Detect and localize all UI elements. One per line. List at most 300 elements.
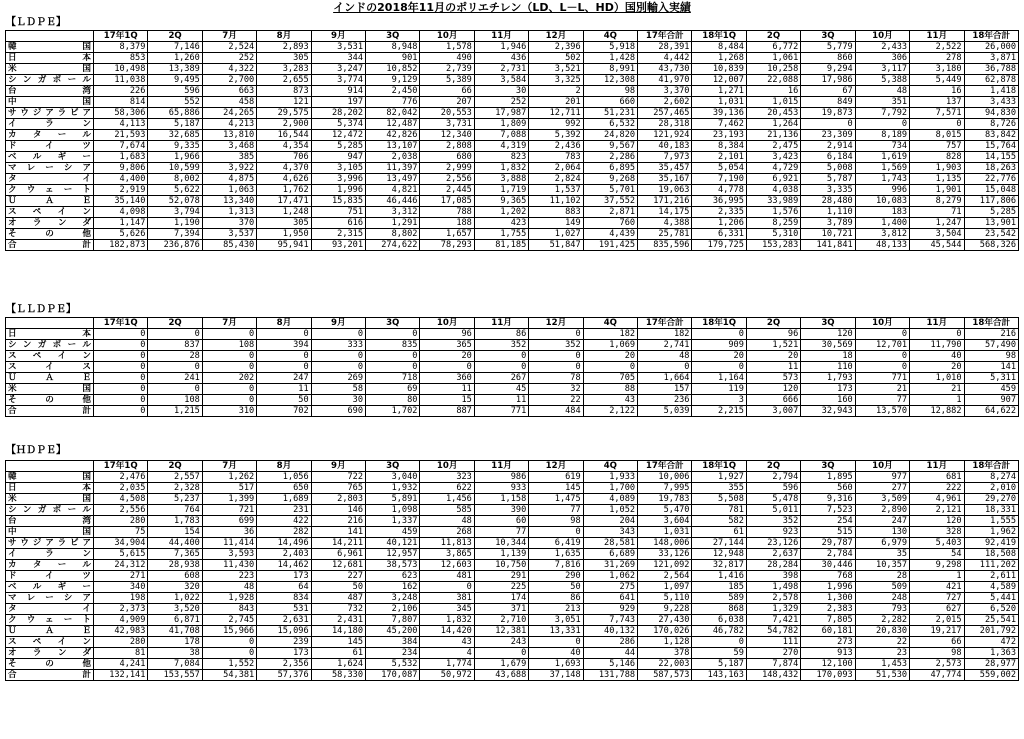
header-row: [6, 31, 1019, 42]
column-header: 12月: [529, 461, 583, 472]
value-cell: 305: [257, 218, 311, 229]
value-cell: 344: [311, 53, 365, 64]
value-cell: 2,710: [474, 615, 528, 626]
value-cell: 18,508: [964, 549, 1019, 560]
value-cell: 340: [94, 582, 148, 593]
value-cell: 19,783: [638, 494, 692, 505]
value-cell: 3,731: [420, 119, 474, 130]
column-header: 10月: [420, 31, 474, 42]
value-cell: 7,807: [366, 615, 420, 626]
value-cell: 24,265: [202, 108, 256, 119]
value-cell: 52,078: [148, 196, 202, 207]
value-cell: 1: [910, 571, 964, 582]
value-cell: 22,088: [746, 75, 800, 86]
total-row: [6, 406, 1019, 417]
value-cell: 96: [746, 329, 800, 340]
value-cell: 50,972: [420, 670, 474, 681]
table-row: [6, 549, 1019, 560]
column-header: 18年合計: [964, 461, 1019, 472]
value-cell: 1,521: [746, 340, 800, 351]
value-cell: 1,743: [855, 174, 909, 185]
value-cell: 992: [529, 119, 583, 130]
value-cell: 345: [420, 604, 474, 615]
value-cell: 1,260: [148, 53, 202, 64]
value-cell: 8,189: [855, 130, 909, 141]
value-cell: 131,788: [583, 670, 637, 681]
column-header: 3Q: [366, 461, 420, 472]
value-cell: 160: [801, 395, 855, 406]
value-cell: 25,541: [964, 615, 1019, 626]
value-cell: 1,762: [257, 185, 311, 196]
value-cell: 61: [311, 648, 365, 659]
value-cell: 2,403: [257, 549, 311, 560]
value-cell: 8,484: [692, 42, 746, 53]
value-cell: 722: [311, 472, 365, 483]
column-header: 10月: [420, 461, 474, 472]
value-cell: 1,247: [910, 218, 964, 229]
country-label: イラン: [6, 119, 94, 130]
value-cell: 3,922: [202, 163, 256, 174]
column-header: 3Q: [366, 318, 420, 329]
value-cell: 1,027: [529, 229, 583, 240]
value-cell: 370: [202, 218, 256, 229]
value-cell: 98: [910, 648, 964, 659]
value-cell: 2,122: [583, 406, 637, 417]
country-label: 台湾: [6, 516, 94, 527]
value-cell: 30: [474, 86, 528, 97]
value-cell: 48,133: [855, 240, 909, 251]
country-label: クウェート: [6, 185, 94, 196]
value-cell: 5,146: [583, 659, 637, 670]
value-cell: 51,231: [583, 108, 637, 119]
value-cell: 596: [148, 86, 202, 97]
value-cell: 291: [474, 571, 528, 582]
value-cell: 933: [474, 483, 528, 494]
value-cell: 947: [311, 152, 365, 163]
value-cell: 227: [311, 571, 365, 582]
value-cell: 98: [964, 351, 1019, 362]
value-cell: 768: [801, 571, 855, 582]
table-row: [6, 494, 1019, 505]
value-cell: 162: [366, 582, 420, 593]
value-cell: 148,006: [638, 538, 692, 549]
value-cell: 2,282: [855, 615, 909, 626]
value-cell: 8,384: [692, 141, 746, 152]
value-cell: 0: [692, 329, 746, 340]
column-header: 12月: [529, 318, 583, 329]
value-cell: 706: [257, 152, 311, 163]
value-cell: 2,824: [529, 174, 583, 185]
value-cell: 254: [801, 516, 855, 527]
value-cell: 11,397: [366, 163, 420, 174]
value-cell: 30,569: [801, 340, 855, 351]
value-cell: 4,038: [746, 185, 800, 196]
value-cell: 873: [257, 86, 311, 97]
value-cell: 191,425: [583, 240, 637, 251]
table-row: [6, 329, 1019, 340]
value-cell: 7,743: [583, 615, 637, 626]
value-cell: 1,010: [910, 373, 964, 384]
column-header: 3Q: [801, 31, 855, 42]
value-cell: 268: [420, 527, 474, 538]
value-cell: 1,901: [910, 185, 964, 196]
value-cell: 5,470: [638, 505, 692, 516]
value-cell: 0: [257, 362, 311, 373]
value-cell: 2,010: [964, 483, 1019, 494]
value-cell: 1,428: [583, 53, 637, 64]
value-cell: 0: [94, 351, 148, 362]
value-cell: 0: [94, 395, 148, 406]
value-cell: 9,228: [638, 604, 692, 615]
country-label: カタール: [6, 560, 94, 571]
value-cell: 171,216: [638, 196, 692, 207]
value-cell: 502: [529, 53, 583, 64]
value-cell: 183: [855, 207, 909, 218]
value-cell: 343: [583, 527, 637, 538]
value-cell: 352: [529, 340, 583, 351]
value-cell: 3,584: [474, 75, 528, 86]
value-cell: 15: [420, 395, 474, 406]
value-cell: 5,532: [366, 659, 420, 670]
value-cell: 10,083: [855, 196, 909, 207]
value-cell: 5,779: [801, 42, 855, 53]
country-label: クウェート: [6, 615, 94, 626]
value-cell: 21: [855, 384, 909, 395]
header-row: [6, 318, 1019, 329]
value-cell: 2,064: [529, 163, 583, 174]
value-cell: 1,128: [638, 637, 692, 648]
value-cell: 1,689: [257, 494, 311, 505]
value-cell: 39,136: [692, 108, 746, 119]
value-cell: 490: [420, 53, 474, 64]
value-cell: 1: [910, 395, 964, 406]
value-cell: 0: [420, 362, 474, 373]
value-cell: 14,175: [638, 207, 692, 218]
value-cell: 2,315: [311, 229, 365, 240]
value-cell: 44: [583, 648, 637, 659]
value-cell: 0: [529, 527, 583, 538]
country-label: スペイン: [6, 207, 94, 218]
value-cell: 59: [692, 648, 746, 659]
value-cell: 7,674: [94, 141, 148, 152]
value-cell: 1,555: [964, 516, 1019, 527]
value-cell: 1,190: [148, 218, 202, 229]
value-cell: 10,006: [638, 472, 692, 483]
value-cell: 0: [910, 119, 964, 130]
value-cell: 0: [638, 362, 692, 373]
value-cell: 6,921: [746, 174, 800, 185]
table-row: [6, 97, 1019, 108]
value-cell: 585: [420, 505, 474, 516]
value-cell: 213: [529, 604, 583, 615]
value-cell: 66: [910, 637, 964, 648]
value-cell: 666: [746, 395, 800, 406]
value-cell: 650: [257, 483, 311, 494]
column-header: 10月: [855, 31, 909, 42]
value-cell: 0: [202, 395, 256, 406]
lldpe-table: [5, 317, 1019, 417]
value-cell: 64,622: [964, 406, 1019, 417]
value-cell: 77: [529, 505, 583, 516]
value-cell: 3,117: [855, 64, 909, 75]
value-cell: 552: [148, 97, 202, 108]
value-cell: 1,264: [746, 119, 800, 130]
value-cell: 3,370: [638, 86, 692, 97]
value-cell: 2,433: [855, 42, 909, 53]
value-cell: 1,135: [910, 174, 964, 185]
value-cell: 17,987: [474, 108, 528, 119]
value-cell: 252: [202, 53, 256, 64]
value-cell: 5,787: [801, 174, 855, 185]
value-cell: 88: [583, 384, 637, 395]
value-cell: 619: [529, 472, 583, 483]
value-cell: 12,100: [801, 659, 855, 670]
value-cell: 23,542: [964, 229, 1019, 240]
column-header: 11月: [910, 31, 964, 42]
value-cell: 4,508: [94, 494, 148, 505]
country-label: タイ: [6, 604, 94, 615]
value-cell: 145: [311, 637, 365, 648]
value-cell: 2,215: [692, 406, 746, 417]
value-cell: 459: [366, 527, 420, 538]
value-cell: 484: [529, 406, 583, 417]
value-cell: 8,802: [366, 229, 420, 240]
value-cell: 173: [801, 384, 855, 395]
value-cell: 58,306: [94, 108, 148, 119]
value-cell: 15,764: [964, 141, 1019, 152]
value-cell: 3,812: [855, 229, 909, 240]
value-cell: 225: [474, 582, 528, 593]
value-cell: 46,446: [366, 196, 420, 207]
value-cell: 13,340: [202, 196, 256, 207]
value-cell: 25,781: [638, 229, 692, 240]
value-cell: 16: [910, 86, 964, 97]
value-cell: 247: [257, 373, 311, 384]
value-cell: 1,475: [529, 494, 583, 505]
value-cell: 111,202: [964, 560, 1019, 571]
value-cell: 5,285: [311, 141, 365, 152]
value-cell: 1,271: [692, 86, 746, 97]
column-header: 10月: [420, 318, 474, 329]
value-cell: 4,909: [94, 615, 148, 626]
column-header: 11月: [474, 461, 528, 472]
value-cell: 2,637: [746, 549, 800, 560]
value-cell: 95,941: [257, 240, 311, 251]
country-label: ドイツ: [6, 571, 94, 582]
value-cell: 0: [855, 351, 909, 362]
value-cell: 0: [257, 329, 311, 340]
value-cell: 36,788: [964, 64, 1019, 75]
value-cell: 1,783: [148, 516, 202, 527]
value-cell: 487: [311, 593, 365, 604]
value-cell: 15,835: [311, 196, 365, 207]
value-cell: 823: [474, 152, 528, 163]
value-cell: 1,552: [202, 659, 256, 670]
value-cell: 1,418: [964, 86, 1019, 97]
value-cell: 5,478: [746, 494, 800, 505]
value-cell: 3,537: [202, 229, 256, 240]
value-cell: 1,809: [474, 119, 528, 130]
value-cell: 29,575: [257, 108, 311, 119]
table-row: [6, 119, 1019, 130]
value-cell: 4: [420, 648, 474, 659]
value-cell: 8,379: [94, 42, 148, 53]
value-cell: 77: [474, 527, 528, 538]
value-cell: 45,200: [366, 626, 420, 637]
column-header: 12月: [529, 31, 583, 42]
value-cell: 23,126: [746, 538, 800, 549]
value-cell: 10,498: [94, 64, 148, 75]
value-cell: 207: [420, 97, 474, 108]
value-cell: 19,217: [910, 626, 964, 637]
value-cell: 323: [420, 472, 474, 483]
value-cell: 1,399: [202, 494, 256, 505]
value-cell: 1,950: [257, 229, 311, 240]
value-cell: 83,842: [964, 130, 1019, 141]
value-cell: 2,356: [257, 659, 311, 670]
value-cell: 5,388: [855, 75, 909, 86]
value-cell: 3,247: [311, 64, 365, 75]
value-cell: 788: [420, 207, 474, 218]
value-cell: 2,015: [910, 615, 964, 626]
column-header: [6, 461, 94, 472]
value-cell: 12,340: [420, 130, 474, 141]
table-row: [6, 648, 1019, 659]
value-cell: 6,871: [148, 615, 202, 626]
country-label: ベルギー: [6, 582, 94, 593]
value-cell: 8,991: [583, 64, 637, 75]
value-cell: 153,557: [148, 670, 202, 681]
value-cell: 3,468: [202, 141, 256, 152]
value-cell: 267: [474, 373, 528, 384]
value-cell: 3,794: [148, 207, 202, 218]
value-cell: 201,792: [964, 626, 1019, 637]
value-cell: 236,876: [148, 240, 202, 251]
column-header: 8月: [257, 31, 311, 42]
value-cell: 5,187: [692, 659, 746, 670]
value-cell: 2,335: [692, 207, 746, 218]
value-cell: 33,989: [746, 196, 800, 207]
value-cell: 4,961: [910, 494, 964, 505]
value-cell: 22,003: [638, 659, 692, 670]
value-cell: 2,919: [94, 185, 148, 196]
value-cell: 2,745: [202, 615, 256, 626]
column-header: 18年合計: [964, 318, 1019, 329]
value-cell: 22,776: [964, 174, 1019, 185]
value-cell: 0: [202, 637, 256, 648]
value-cell: 15,966: [202, 626, 256, 637]
value-cell: 0: [366, 351, 420, 362]
value-cell: 1,962: [964, 527, 1019, 538]
value-cell: 2,475: [746, 141, 800, 152]
column-header: 3Q: [801, 318, 855, 329]
value-cell: 517: [202, 483, 256, 494]
value-cell: 608: [148, 571, 202, 582]
value-cell: 149: [529, 218, 583, 229]
value-cell: 3,423: [746, 152, 800, 163]
value-cell: 333: [311, 340, 365, 351]
value-cell: 182: [583, 329, 637, 340]
value-cell: 3,433: [964, 97, 1019, 108]
value-cell: 5,374: [311, 119, 365, 130]
value-cell: 1,291: [366, 218, 420, 229]
value-cell: 5,508: [692, 494, 746, 505]
country-label: ＵＡＥ: [6, 626, 94, 637]
value-cell: 71: [910, 207, 964, 218]
value-cell: 11,102: [529, 196, 583, 207]
value-cell: 9,294: [801, 64, 855, 75]
country-label: ドイツ: [6, 141, 94, 152]
table-row: [6, 472, 1019, 483]
value-cell: 4,729: [746, 163, 800, 174]
column-header: 10月: [855, 461, 909, 472]
value-cell: 929: [583, 604, 637, 615]
value-cell: 4,241: [94, 659, 148, 670]
value-cell: 130: [855, 527, 909, 538]
value-cell: 182: [638, 329, 692, 340]
value-cell: 4,098: [94, 207, 148, 218]
value-cell: 188: [420, 218, 474, 229]
value-cell: 727: [910, 593, 964, 604]
value-cell: 623: [366, 571, 420, 582]
value-cell: 2,602: [638, 97, 692, 108]
value-cell: 1,063: [202, 185, 256, 196]
value-cell: 28: [855, 571, 909, 582]
value-cell: 30,446: [801, 560, 855, 571]
value-cell: 65,886: [148, 108, 202, 119]
value-cell: 121: [257, 97, 311, 108]
value-cell: 44,400: [148, 538, 202, 549]
column-header: 8月: [257, 461, 311, 472]
value-cell: 32: [529, 384, 583, 395]
value-cell: 828: [910, 152, 964, 163]
table-row: [6, 174, 1019, 185]
value-cell: 1,098: [366, 505, 420, 516]
country-label: 米国: [6, 494, 94, 505]
value-cell: 1,903: [910, 163, 964, 174]
value-cell: 0: [801, 119, 855, 130]
value-cell: 328: [910, 527, 964, 538]
value-cell: 57,376: [257, 670, 311, 681]
value-cell: 94,830: [964, 108, 1019, 119]
value-cell: 2,328: [148, 483, 202, 494]
value-cell: 24,312: [94, 560, 148, 571]
value-cell: 835,596: [638, 240, 692, 251]
value-cell: 1,069: [583, 340, 637, 351]
value-cell: 58,330: [311, 670, 365, 681]
value-cell: 1,268: [692, 53, 746, 64]
column-header: 7月: [202, 31, 256, 42]
value-cell: 170,026: [638, 626, 692, 637]
value-cell: 8,002: [148, 174, 202, 185]
value-cell: 7,146: [148, 42, 202, 53]
value-cell: 2,631: [257, 615, 311, 626]
value-cell: 36: [202, 527, 256, 538]
value-cell: 3,283: [257, 64, 311, 75]
value-cell: 0: [202, 329, 256, 340]
value-cell: 2,655: [257, 75, 311, 86]
value-cell: 0: [94, 384, 148, 395]
value-cell: 173: [257, 648, 311, 659]
value-cell: 4,354: [257, 141, 311, 152]
value-cell: 1,062: [583, 571, 637, 582]
value-cell: 5,615: [94, 549, 148, 560]
value-cell: 16,544: [257, 130, 311, 141]
value-cell: 1,576: [746, 207, 800, 218]
value-cell: 4,821: [366, 185, 420, 196]
value-cell: 1,946: [474, 42, 528, 53]
value-cell: 1,895: [801, 472, 855, 483]
